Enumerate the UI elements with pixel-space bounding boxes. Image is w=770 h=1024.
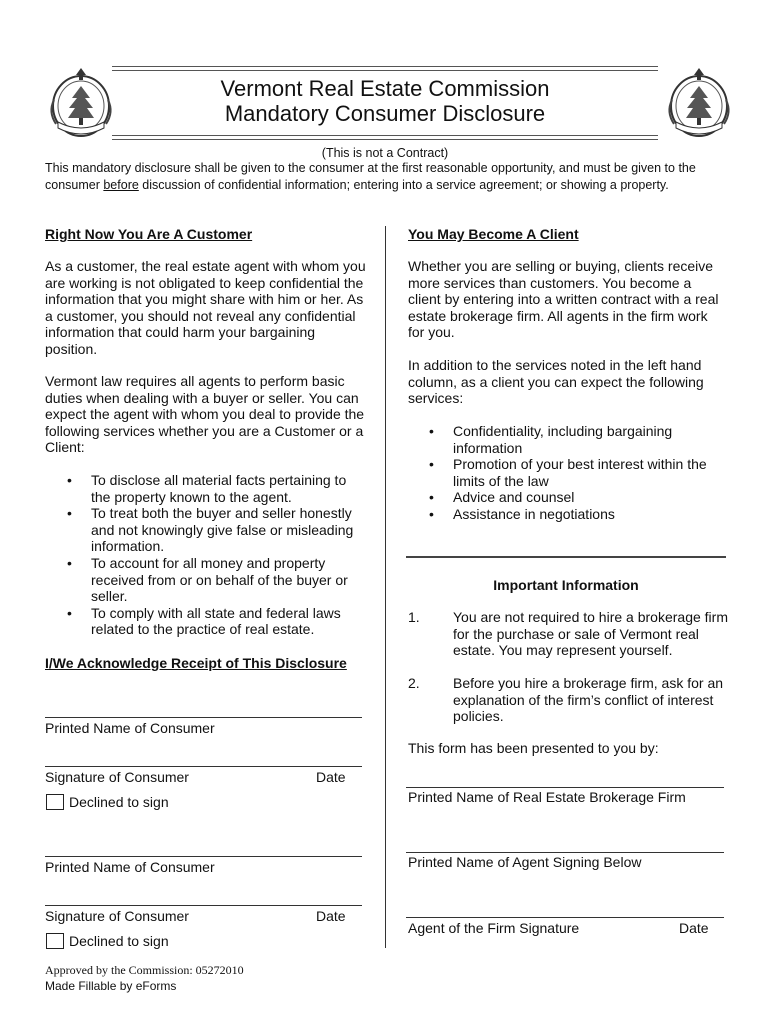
made-fillable-note: Made Fillable by eForms xyxy=(45,979,177,993)
date-1-label: Date xyxy=(316,769,346,785)
customer-paragraph-1: As a customer, the real estate agent with whom you are working is not obligated to keep confidential the information that you might share with him or her. As a customer, you should not reveal any confidential information that could harm your bargaining position. xyxy=(45,258,366,357)
vermont-seal-left xyxy=(44,60,118,142)
printed-name-consumer-1-label: Printed Name of Consumer xyxy=(45,720,215,736)
page-title-line1: Vermont Real Estate Commission xyxy=(220,76,550,101)
declined-to-sign-checkbox-2[interactable] xyxy=(46,933,64,949)
list-item: • Promotion of your best interest within the limits of the law xyxy=(429,456,729,489)
agent-name-label: Printed Name of Agent Signing Below xyxy=(408,854,642,870)
client-heading: You May Become A Client xyxy=(408,226,579,242)
declined-to-sign-label-1: Declined to sign xyxy=(69,794,169,810)
customer-paragraph-2: Vermont law requires all agents to perform basic duties when dealing with a buyer or seller. You can expect the agent with whom you deal to provide the following services whether you are a Customer or a Client: xyxy=(45,373,365,456)
customer-heading: Right Now You Are A Customer xyxy=(45,226,253,242)
intro-before-word: before xyxy=(103,177,139,192)
agent-signature-label: Agent of the Firm Signature xyxy=(408,920,580,936)
intro-text-part1: This mandatory disclosure shall be given to the consumer at the first reasonable opportunity, and must be given to the consumer xyxy=(45,161,696,192)
item2-text: Before you hire a brokerage firm, ask for an explanation of the firm’s conflict of interest policies. xyxy=(453,675,724,725)
brokerage-firm-line[interactable] xyxy=(406,787,724,788)
brokerage-firm-label: Printed Name of Real Estate Brokerage Firm xyxy=(408,789,686,805)
item1-text: You are not required to hire a brokerage firm for the purchase or sale of Vermont real estate. You may represent yourself. xyxy=(453,609,728,659)
list-item: • Assistance in negotiations xyxy=(429,506,729,523)
list-item: • To disclose all material facts pertaining to the property known to the agent. xyxy=(67,472,359,505)
basic-duties-list xyxy=(67,472,359,638)
list-item: • To treat both the buyer and seller honestly and not knowingly give false or misleading information. xyxy=(67,505,359,555)
client-services-list xyxy=(429,423,729,523)
signature-consumer-1-line[interactable] xyxy=(45,766,362,767)
intro-text-part2: discussion of confidential information; entering into a service agreement; or showing a property. xyxy=(138,177,669,192)
printed-name-consumer-2-line[interactable] xyxy=(45,856,362,857)
signature-consumer-2-line[interactable] xyxy=(45,905,362,906)
page-title-line2: Mandatory Consumer Disclosure xyxy=(224,101,546,126)
intro-paragraph xyxy=(45,160,715,193)
title-top-rule xyxy=(112,66,658,71)
not-contract-note: (This is not a Contract) xyxy=(321,146,449,160)
printed-name-consumer-1-line[interactable] xyxy=(45,717,362,718)
agent-signature-line[interactable] xyxy=(406,917,724,918)
client-paragraph-2: In addition to the services noted in the left hand column, as a client you can expect the following services: xyxy=(408,357,704,407)
vermont-seal-right xyxy=(662,60,736,142)
presented-by-label: This form has been presented to you by: xyxy=(408,740,659,756)
list-item: • To account for all money and property received from or on behalf of the buyer or seller. xyxy=(67,555,359,605)
acknowledge-heading: I/We Acknowledge Receipt of This Disclosure xyxy=(45,655,347,671)
item1-number: 1. xyxy=(408,609,420,625)
list-item: • Confidentiality, including bargaining information xyxy=(429,423,729,456)
list-item: • To comply with all state and federal laws related to the practice of real estate. xyxy=(67,605,359,638)
agent-name-line[interactable] xyxy=(406,852,724,853)
client-paragraph-1: Whether you are selling or buying, clients receive more services than customers. You become a client by entering into a written contract with a real estate brokerage firm. All agents in the firm work for you. xyxy=(408,258,719,341)
list-item: • Advice and counsel xyxy=(429,489,729,506)
date-2-label: Date xyxy=(316,908,346,924)
important-info-heading: Important Information xyxy=(493,577,639,593)
title-bottom-rule xyxy=(112,135,658,140)
printed-name-consumer-2-label: Printed Name of Consumer xyxy=(45,859,215,875)
signature-consumer-1-label: Signature of Consumer xyxy=(45,769,189,785)
signature-consumer-2-label: Signature of Consumer xyxy=(45,908,189,924)
agent-date-label: Date xyxy=(679,920,709,936)
declined-to-sign-checkbox-1[interactable] xyxy=(46,794,64,810)
important-info-divider xyxy=(406,556,726,558)
item2-number: 2. xyxy=(408,675,420,691)
declined-to-sign-label-2: Declined to sign xyxy=(69,933,169,949)
approved-note: Approved by the Commission: 05272010 xyxy=(45,963,244,977)
column-divider xyxy=(385,226,386,948)
